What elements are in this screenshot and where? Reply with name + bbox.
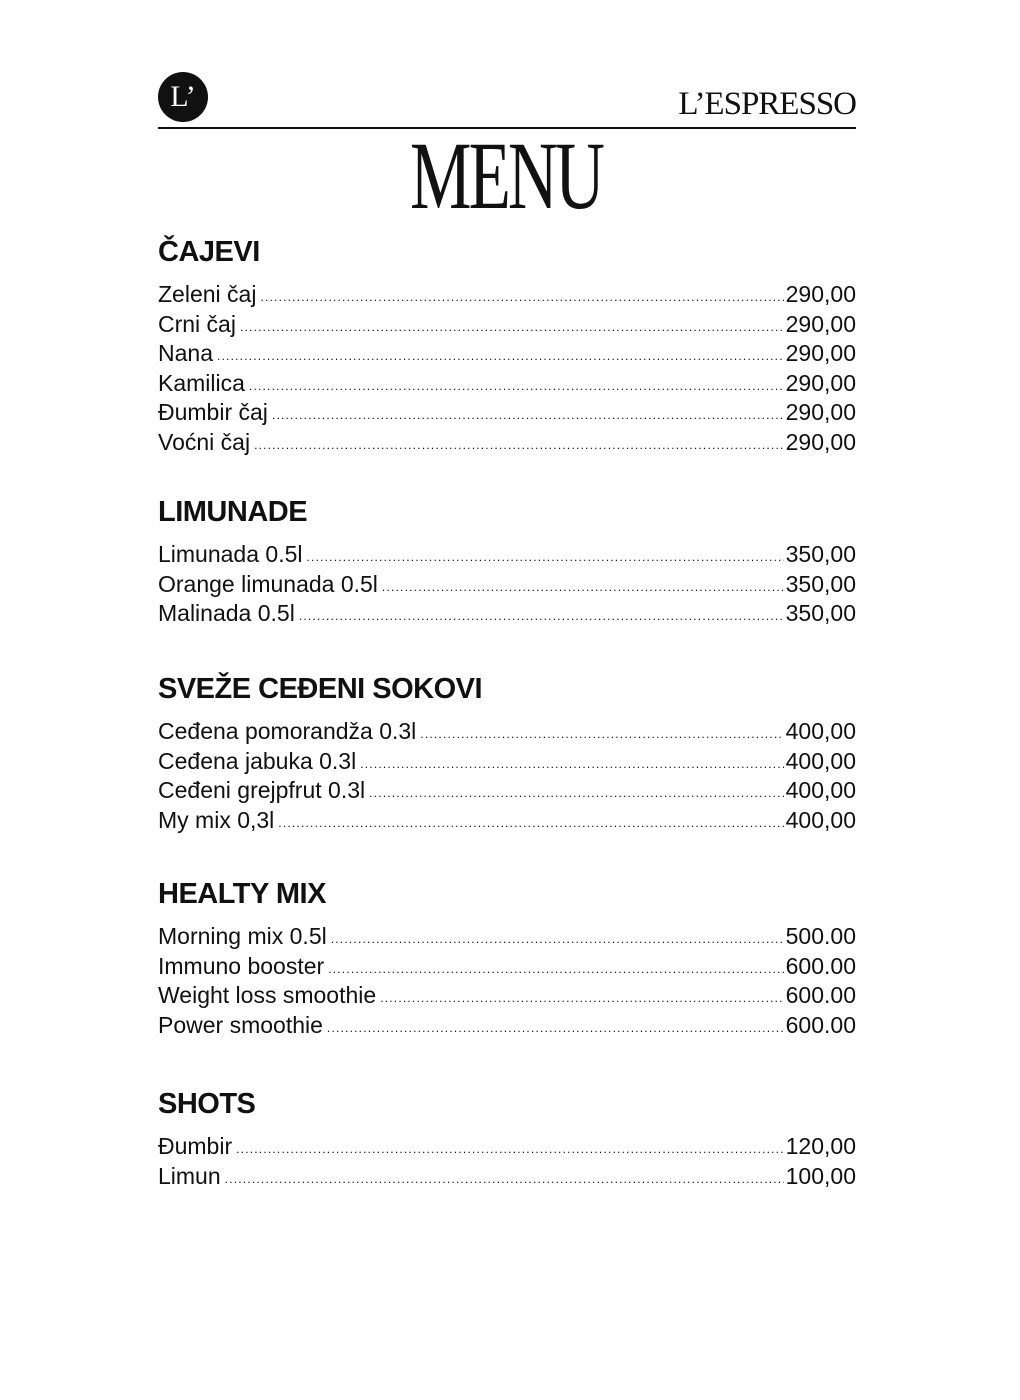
dot-leader (240, 321, 784, 333)
menu-item (158, 922, 856, 952)
item-price: 600.00 (785, 952, 856, 979)
page-title: MENU (410, 122, 602, 229)
item-price: 400,00 (785, 718, 856, 744)
section-shots (158, 1090, 856, 1191)
dot-leader (217, 350, 784, 362)
item-name: Limun (158, 1162, 221, 1189)
item-price: 120,00 (785, 1133, 856, 1159)
item-name: Power smoothie (158, 1011, 323, 1038)
item-name: Crni čaj (158, 310, 236, 337)
item-name: Ceđeni grejpfrut 0.3l (158, 777, 366, 804)
item-name: Weight loss smoothie (158, 982, 377, 1009)
dot-leader (225, 1173, 784, 1185)
section-title: LIMUNADE (158, 496, 308, 528)
item-name: Nana (158, 340, 213, 367)
menu-item (158, 369, 856, 399)
item-list (158, 922, 856, 1040)
item-name: Đumbir čaj (158, 399, 268, 426)
menu-item (158, 717, 856, 747)
item-price: 400,00 (785, 747, 856, 774)
dot-leader (236, 1143, 784, 1155)
section-title: SVEŽE CEĐENI SOKOVI (158, 673, 483, 705)
item-name: Đumbir (158, 1133, 233, 1159)
item-price: 400,00 (785, 777, 856, 804)
item-name: Orange limunada 0.5l (158, 570, 378, 597)
section-healty-mix (158, 880, 856, 1040)
menu-item (158, 540, 856, 570)
menu-item (158, 398, 856, 428)
dot-leader (249, 380, 784, 392)
menu-item (158, 339, 856, 369)
section-title: SHOTS (158, 1088, 256, 1120)
dot-leader (254, 439, 784, 451)
section-title: HEALTY MIX (158, 878, 326, 910)
item-name: Ceđena jabuka 0.3l (158, 747, 357, 774)
menu-item (158, 952, 856, 982)
brand-name: L’ESPRESSO (678, 86, 856, 122)
dot-leader (380, 992, 783, 1004)
item-price: 290,00 (785, 399, 856, 426)
menu-item (158, 310, 856, 340)
logo-letter: L’ (170, 80, 196, 113)
menu-item (158, 776, 856, 806)
dot-leader (420, 728, 783, 740)
item-price: 290,00 (785, 369, 856, 396)
menu-item (158, 280, 856, 310)
menu-item (158, 1132, 856, 1162)
dot-leader (369, 787, 784, 799)
section-cajevi (158, 238, 856, 458)
menu-item (158, 599, 856, 629)
dot-leader (299, 610, 784, 622)
item-price: 400,00 (785, 806, 856, 833)
item-list (158, 1132, 856, 1191)
section-limunade (158, 498, 856, 629)
item-list (158, 280, 856, 458)
dot-leader (272, 409, 784, 421)
item-price: 290,00 (785, 340, 856, 367)
dot-leader (331, 933, 784, 945)
item-name: Ceđena pomorandža 0.3l (158, 718, 417, 744)
item-name: Malinada 0.5l (158, 600, 295, 627)
item-price: 350,00 (785, 600, 856, 627)
item-name: Kamilica (158, 369, 245, 396)
item-price: 290,00 (785, 310, 856, 337)
item-price: 290,00 (785, 281, 856, 307)
item-price: 600.00 (785, 1011, 856, 1038)
item-name: Zeleni čaj (158, 281, 257, 307)
menu-item (158, 1162, 856, 1192)
item-name: Immuno booster (158, 952, 325, 979)
menu-item (158, 806, 856, 836)
item-name: My mix 0,3l (158, 806, 275, 833)
dot-leader (260, 291, 783, 303)
item-price: 500.00 (785, 923, 856, 949)
menu-item (158, 1011, 856, 1041)
dot-leader (328, 963, 783, 975)
item-price: 600.00 (785, 982, 856, 1009)
menu-item (158, 981, 856, 1011)
item-price: 100,00 (785, 1162, 856, 1189)
dot-leader (278, 817, 783, 829)
section-title: ČAJEVI (158, 236, 260, 268)
menu-item (158, 570, 856, 600)
brand-logo (158, 72, 208, 122)
item-price: 350,00 (785, 541, 856, 567)
dot-leader (327, 1022, 784, 1034)
menu-item (158, 747, 856, 777)
menu-item (158, 428, 856, 458)
item-price: 350,00 (785, 570, 856, 597)
section-sveze-cedjeni-sokovi (158, 675, 856, 835)
item-name: Voćni čaj (158, 428, 251, 455)
item-name: Morning mix 0.5l (158, 923, 327, 949)
dot-leader (307, 551, 784, 563)
dot-leader (382, 581, 784, 593)
item-list (158, 717, 856, 835)
item-price: 290,00 (785, 428, 856, 455)
item-list (158, 540, 856, 629)
dot-leader (360, 758, 783, 770)
item-name: Limunada 0.5l (158, 541, 303, 567)
